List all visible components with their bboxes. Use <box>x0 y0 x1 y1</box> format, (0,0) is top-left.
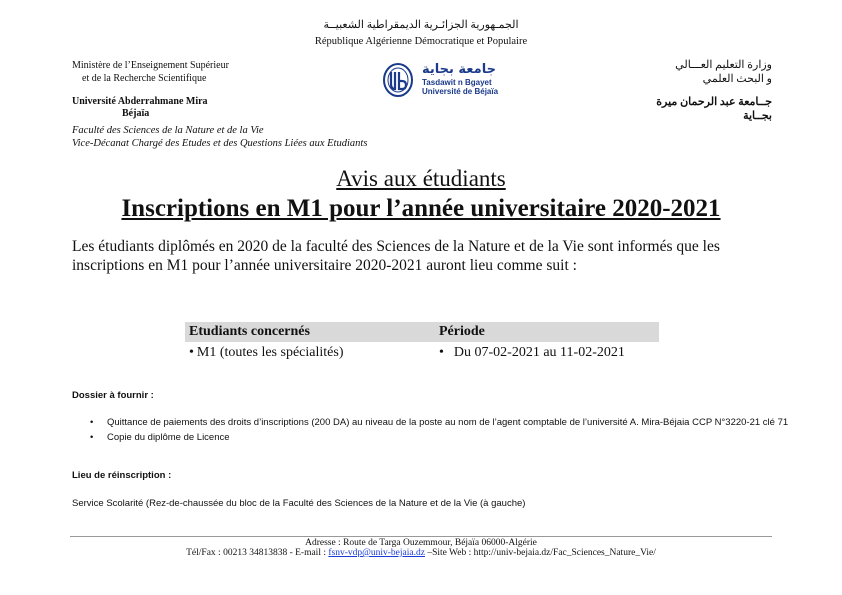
bullet-icon: • <box>439 345 451 360</box>
republic-name-arabic: الجمـهورية الجزائـرية الديمقراطية الشعبيــة <box>323 19 519 31</box>
republic-name-french: République Algérienne Démocratique et Populaire <box>314 36 528 47</box>
dossier-heading: Dossier à fournir : <box>72 390 154 401</box>
university-arabic-line2: بجــاية <box>743 110 772 122</box>
notice-title: Inscriptions en M1 pour l’année universitaire 2020-2021 <box>121 195 721 222</box>
university-logo-icon <box>382 62 414 98</box>
table-cell-students <box>185 345 439 361</box>
university-arabic <box>656 95 772 123</box>
list-item <box>90 432 790 444</box>
ministry-arabic-line1: وزارة التعليم العـــالي <box>675 59 772 71</box>
dossier-item-text: Copie du diplôme de Licence <box>107 432 230 443</box>
university-french-line2: Béjaïa <box>122 108 150 119</box>
footer-site: –Site Web : http://univ-bejaia.dz/Fac_Sciences_Nature_Vie/ <box>424 548 656 558</box>
faculty-french <box>72 124 367 150</box>
table-header-period: Période <box>439 324 485 339</box>
bullet-icon: • <box>90 432 94 443</box>
ministry-arabic-line2: و البحث العلمي <box>702 73 772 85</box>
table-row <box>185 342 659 364</box>
university-french <box>72 96 208 120</box>
dossier-item-text: Quittance de paiements des droits d’inscriptions (200 DA) au niveau de la poste au nom de l’agent comptable de l’université A. Mira-Béjaia CCP N°3220-21 clé 71 <box>107 417 789 428</box>
ministry-arabic <box>675 58 772 86</box>
ministry-french-line1: Ministère de l’Enseignement Supérieur <box>72 60 229 71</box>
logo-text-french: Université de Béjaïa <box>422 87 499 96</box>
bullet-icon: • <box>189 345 194 360</box>
logo-text-arabic: جامعة بجاية <box>422 62 496 77</box>
table-header-row <box>185 322 659 342</box>
location-heading: Lieu de réinscription : <box>72 470 172 481</box>
footer-address: Adresse : Route de Targa Ouzemmour, Béjaïa 06000-Algérie <box>305 538 537 548</box>
list-item <box>90 417 790 429</box>
table-cell-period <box>439 345 659 361</box>
location-text: Service Scolarité (Rez-de-chaussée du bloc de la Faculté des Sciences de la Nature et de la Vie (à gauche) <box>72 498 526 509</box>
table-cell-students-text: M1 (toutes les spécialités) <box>196 345 344 360</box>
ministry-french-line2: et de la Recherche Scientifique <box>82 73 207 84</box>
footer-divider <box>70 536 772 537</box>
footer-contact <box>0 548 842 558</box>
footer-tel: Tél/Fax : 00213 34813838 - E-mail : <box>186 548 329 558</box>
notice-kicker: Avis aux étudiants <box>336 166 506 191</box>
university-arabic-line1: جــامعة عبد الرحمان ميرة <box>656 96 772 108</box>
table-cell-period-text: Du 07-02-2021 au 11-02-2021 <box>453 345 625 360</box>
ministry-french <box>72 59 229 85</box>
footer-email-link[interactable]: fsnv-vdp@univ-bejaia.dz <box>328 548 425 558</box>
university-logo <box>382 62 552 100</box>
faculty-line2: Vice-Décanat Chargé des Etudes et des Questions Liées aux Etudiants <box>72 138 368 149</box>
notice-intro: Les étudiants diplômés en 2020 de la faculté des Sciences de la Nature et de la Vie sont informés que les inscriptions en M1 pour l’année universitaire 2020-2021 auront lieu comme suit : <box>72 238 720 274</box>
table-header-students: Etudiants concernés <box>189 324 310 339</box>
faculty-line1: Faculté des Sciences de la Nature et de la Vie <box>72 125 264 136</box>
dossier-list <box>90 417 790 447</box>
logo-text-kabyle: Tasdawit n Bgayet <box>422 78 492 87</box>
schedule-table <box>185 322 659 364</box>
bullet-icon: • <box>90 417 94 428</box>
university-french-line1: Université Abderrahmane Mira <box>72 96 208 107</box>
